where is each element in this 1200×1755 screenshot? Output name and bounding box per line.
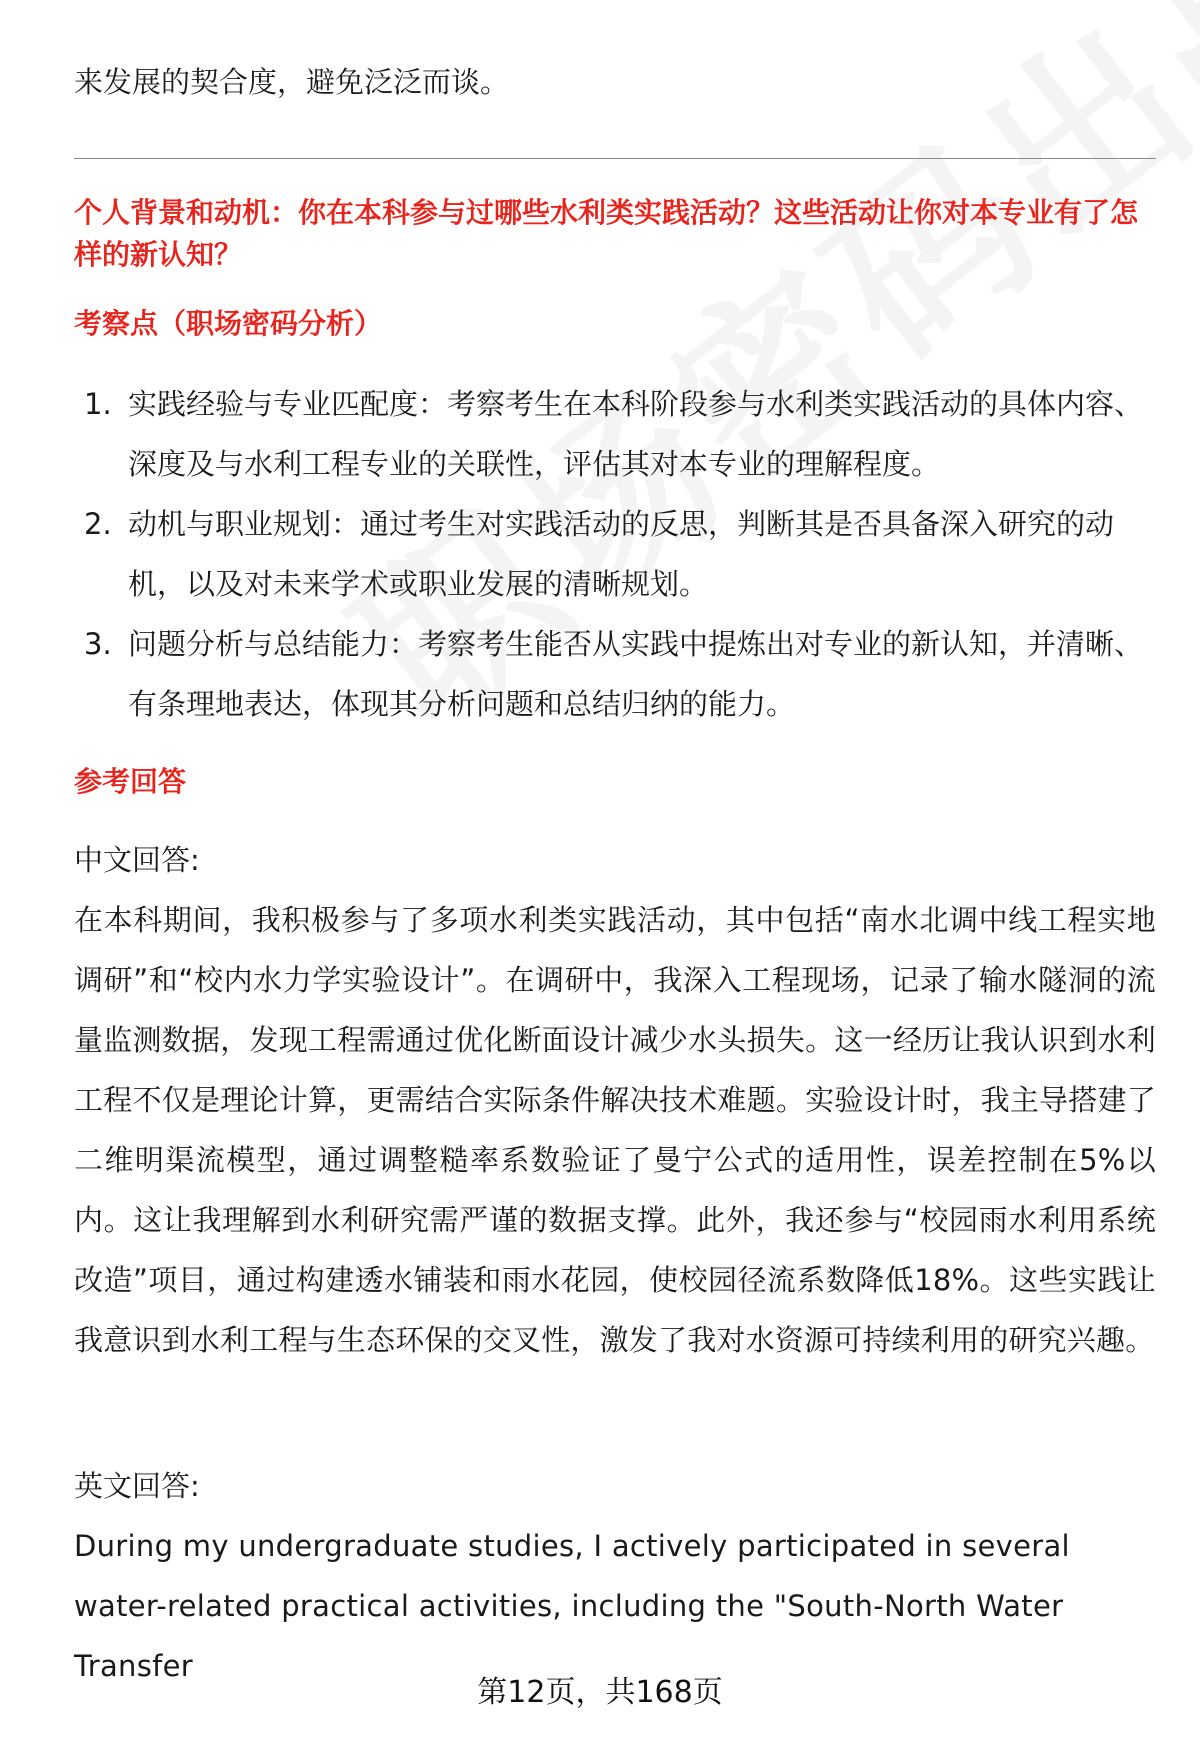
list-item: [74, 374, 1156, 494]
list-item-text: 问题分析与总结能力：考察考生能否从实践中提炼出对专业的新认知，并清晰、有条理地表达，体现其分析问题和总结归纳的能力。: [128, 627, 1144, 721]
list-item: [74, 614, 1156, 734]
list-item-number: 1.: [84, 387, 112, 421]
reference-answer-title: 参考回答: [74, 765, 187, 798]
list-item-number: 2.: [84, 507, 112, 541]
list-item-text: 动机与职业规划：通过考生对实践活动的反思，判断其是否具备深入研究的动机，以及对未来学术或职业发展的清晰规划。: [128, 507, 1115, 601]
chinese-answer-text: 在本科期间，我积极参与了多项水利类实践活动，其中包括“南水北调中线工程实地调研”和“校内水力学实验设计”。在调研中，我深入工程现场，记录了输水隧洞的流量监测数据，发现工程需通过优化断面设计减少水头损失。这一经历让我认识到水利工程不仅是理论计算，更需结合实际条件解决技术难题。实验设计时，我主导搭建了二维明渠流模型，通过调整糙率系数验证了曼宁公式的适用性，误差控制在5%以内。这让我理解到水利研究需严谨的数据支撑。此外，我还参与“校园雨水利用系统改造”项目，通过构建透水铺装和雨水花园，使校园径流系数降低18%。这些实践让我意识到水利工程与生态环保的交叉性，激发了我对水资源可持续利用的研究兴趣。: [74, 903, 1156, 1357]
question-heading: 个人背景和动机：你在本科参与过哪些水利类实践活动？这些活动让你对本专业有了怎样的新认知？: [74, 196, 1139, 271]
page-number-footer: 第12页，共168页: [477, 1675, 723, 1710]
assessment-points-title: 考察点（职场密码分析）: [74, 307, 383, 340]
english-answer-label: 英文回答:: [74, 1469, 200, 1503]
list-item-number: 3.: [84, 627, 112, 661]
assessment-points-list: [74, 374, 1156, 734]
previous-paragraph-fragment: 来发展的契合度，避免泛泛而谈。: [74, 65, 510, 99]
document-page: [74, 0, 1156, 1755]
chinese-answer-label: 中文回答:: [74, 843, 200, 877]
list-item: [74, 494, 1156, 614]
list-item-text: 实践经验与专业匹配度：考察考生在本科阶段参与水利类实践活动的具体内容、深度及与水利工程专业的关联性，评估其对本专业的理解程度。: [128, 387, 1144, 481]
section-divider: [74, 158, 1156, 159]
english-answer-text: During my undergraduate studies, I actively participated in several water-related practical activities, including the "South-North Water Transfer: [74, 1529, 1070, 1683]
